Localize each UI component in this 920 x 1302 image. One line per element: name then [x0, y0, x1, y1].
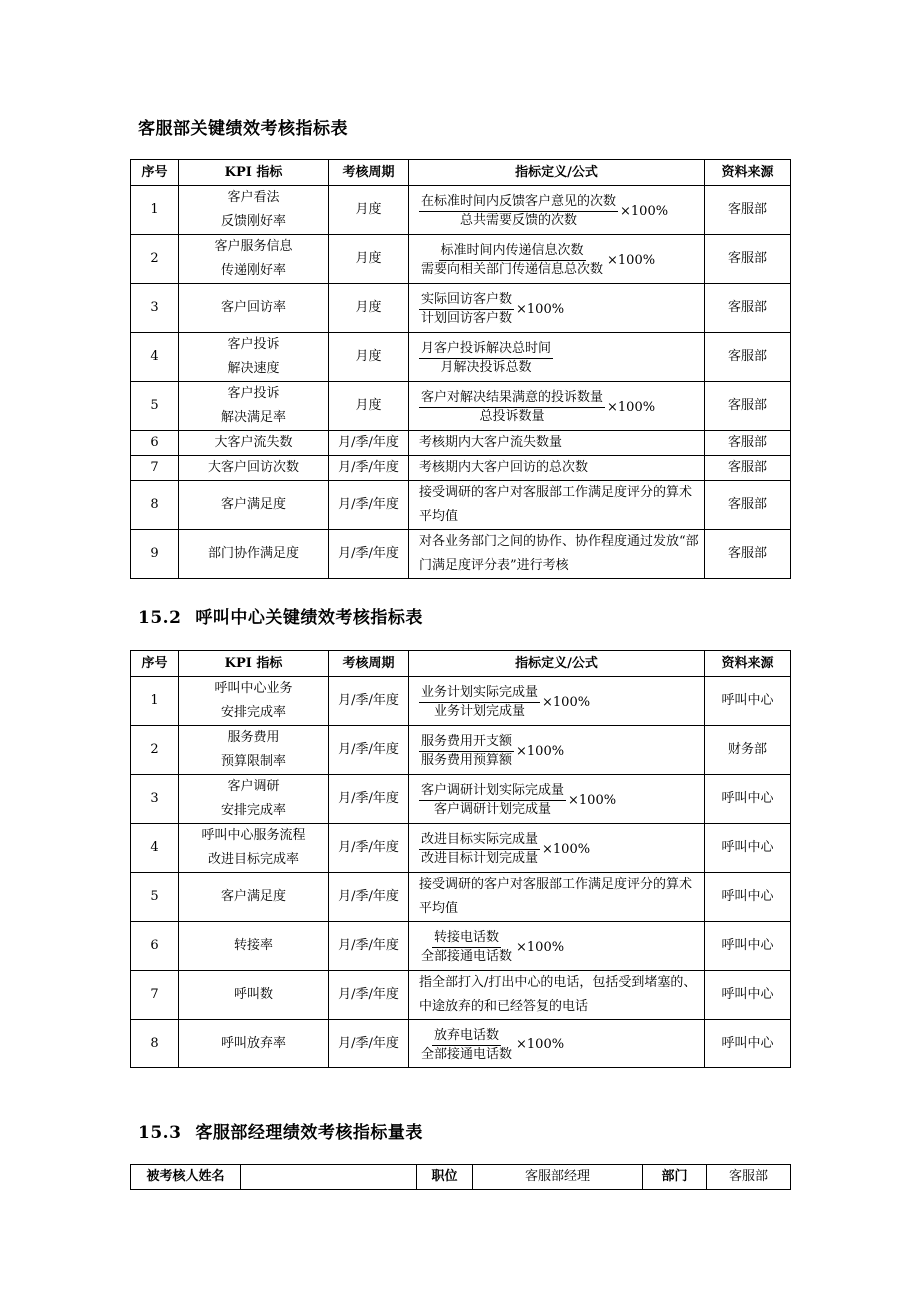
row-number: 5	[131, 382, 179, 431]
kpi-name-line: 客户服务信息	[214, 239, 293, 254]
assessment-period: 月度	[329, 382, 409, 431]
row-number: 8	[131, 1020, 179, 1068]
data-source: 客服部	[705, 481, 791, 530]
formula	[419, 1027, 564, 1064]
indicator-definition	[409, 922, 705, 971]
kpi-name-line: 客户调研	[227, 779, 280, 794]
formula-multiplier: ×100%	[516, 939, 565, 955]
column-header: 考核周期	[329, 651, 409, 677]
kpi-name-line: 客户满足度	[220, 889, 286, 904]
indicator-definition	[409, 775, 705, 824]
assessment-period: 月度	[329, 235, 409, 284]
assessee-name-label: 被考核人姓名	[131, 1165, 241, 1190]
row-number: 2	[131, 726, 179, 775]
kpi-name-line: 服务费用	[227, 730, 280, 745]
formula-numerator: 实际回访客户数	[419, 291, 514, 310]
assessment-period: 月/季/年度	[329, 775, 409, 824]
indicator-definition	[409, 726, 705, 775]
indicator-definition	[409, 481, 705, 530]
section2-title: 15.2 呼叫中心关键绩效考核指标表	[138, 608, 423, 628]
assessment-period: 月/季/年度	[329, 431, 409, 456]
indicator-definition	[409, 186, 705, 235]
kpi-name-line: 反馈刚好率	[220, 214, 286, 229]
table-row	[131, 677, 791, 726]
definition-text: 接受调研的客户对客服部工作满足度评分的算术平均值	[419, 485, 693, 524]
formula-denominator: 客户调研计划完成量	[434, 802, 552, 817]
kpi-name	[179, 333, 329, 382]
table-header-row	[131, 160, 791, 186]
kpi-name	[179, 431, 329, 456]
table-row	[131, 333, 791, 382]
kpi-name-line: 客户回访率	[220, 300, 286, 315]
formula-fraction	[419, 782, 566, 819]
row-number: 1	[131, 677, 179, 726]
row-number: 4	[131, 333, 179, 382]
definition-text: 接受调研的客户对客服部工作满足度评分的算术平均值	[419, 877, 693, 916]
table-row	[131, 284, 791, 333]
section1-title: 客服部关键绩效考核指标表	[138, 119, 348, 139]
manager-assessment-table	[130, 1164, 791, 1190]
formula	[419, 340, 553, 377]
kpi-name	[179, 971, 329, 1020]
indicator-definition	[409, 431, 705, 456]
formula-denominator: 计划回访客户数	[421, 311, 513, 326]
formula-denominator: 业务计划完成量	[434, 704, 526, 719]
data-source: 客服部	[705, 456, 791, 481]
indicator-definition	[409, 284, 705, 333]
row-number: 3	[131, 284, 179, 333]
formula-fraction	[419, 1027, 514, 1064]
row-number: 1	[131, 186, 179, 235]
table-row	[131, 824, 791, 873]
column-header: 考核周期	[329, 160, 409, 186]
kpi-name	[179, 456, 329, 481]
formula-numerator: 放弃电话数	[432, 1027, 501, 1046]
kpi-name	[179, 284, 329, 333]
indicator-definition	[409, 1020, 705, 1068]
formula-denominator: 全部接通电话数	[421, 949, 513, 964]
definition-text: 对各业务部门之间的协作、协作程度通过发放“部门满足度评分表”进行考核	[419, 534, 699, 573]
data-source: 客服部	[705, 186, 791, 235]
formula-multiplier: ×100%	[620, 203, 669, 219]
indicator-definition	[409, 824, 705, 873]
formula-multiplier: ×100%	[516, 301, 565, 317]
formula-denominator: 总投诉数量	[479, 409, 545, 424]
table-row	[131, 530, 791, 579]
table-row	[131, 431, 791, 456]
department-value: 客服部	[707, 1165, 791, 1190]
formula	[419, 733, 564, 770]
formula	[419, 389, 655, 426]
kpi-name-line: 大客户流失数	[214, 435, 293, 450]
kpi-name	[179, 530, 329, 579]
assessment-period: 月/季/年度	[329, 530, 409, 579]
assessment-period: 月度	[329, 186, 409, 235]
kpi-name-line: 呼叫放弃率	[220, 1035, 286, 1051]
data-source: 客服部	[705, 333, 791, 382]
formula-denominator: 总共需要反馈的次数	[460, 213, 578, 228]
assessment-period: 月/季/年度	[329, 971, 409, 1020]
formula	[419, 193, 668, 230]
table-row	[131, 235, 791, 284]
assessee-info-row	[131, 1165, 791, 1190]
formula-fraction	[419, 193, 618, 230]
assessment-period: 月/季/年度	[329, 922, 409, 971]
kpi-name	[179, 922, 329, 971]
formula-numerator: 客户对解决结果满意的投诉数量	[419, 389, 605, 408]
formula-numerator: 服务费用开支额	[419, 733, 514, 752]
kpi-name-line: 大客户回访次数	[207, 460, 299, 475]
kpi-name	[179, 677, 329, 726]
assessment-period: 月/季/年度	[329, 677, 409, 726]
formula-multiplier: ×100%	[607, 252, 656, 268]
formula-numerator: 业务计划实际完成量	[419, 684, 540, 703]
indicator-definition	[409, 873, 705, 922]
kpi-name-line: 预算限制率	[220, 754, 286, 769]
table-row	[131, 922, 791, 971]
formula-multiplier: ×100%	[516, 1037, 565, 1052]
position-value: 客服部经理	[473, 1165, 643, 1190]
column-header: 资料来源	[705, 651, 791, 677]
formula-fraction	[419, 929, 514, 966]
indicator-definition	[409, 677, 705, 726]
table-row	[131, 186, 791, 235]
column-header: 序号	[131, 160, 179, 186]
row-number: 7	[131, 971, 179, 1020]
kpi-name-line: 转接率	[233, 938, 273, 953]
formula-multiplier: ×100%	[568, 792, 617, 808]
row-number: 4	[131, 824, 179, 873]
formula-fraction	[419, 733, 514, 770]
assessment-period: 月/季/年度	[329, 456, 409, 481]
formula-fraction	[419, 340, 553, 377]
formula	[419, 782, 616, 819]
kpi-name-line: 解决满足率	[220, 410, 286, 425]
formula-fraction	[419, 389, 605, 426]
data-source: 财务部	[705, 726, 791, 775]
formula	[419, 831, 590, 868]
kpi-name-line: 安排完成率	[220, 803, 286, 818]
formula-numerator: 改进目标实际完成量	[419, 831, 540, 850]
formula-numerator: 客户调研计划实际完成量	[419, 782, 566, 801]
data-source: 呼叫中心	[705, 1020, 791, 1068]
kpi-name	[179, 382, 329, 431]
assessment-period: 月/季/年度	[329, 726, 409, 775]
data-source: 客服部	[705, 235, 791, 284]
kpi-name-line: 呼叫数	[233, 987, 273, 1002]
data-source: 呼叫中心	[705, 922, 791, 971]
kpi-name	[179, 726, 329, 775]
kpi-name	[179, 873, 329, 922]
formula-multiplier: ×100%	[542, 841, 591, 857]
indicator-definition	[409, 382, 705, 431]
definition-text: 考核期内大客户回访的总次数	[419, 460, 589, 475]
formula-denominator: 改进目标计划完成量	[421, 851, 539, 866]
table-row	[131, 873, 791, 922]
column-header: 资料来源	[705, 160, 791, 186]
data-source: 客服部	[705, 284, 791, 333]
data-source: 呼叫中心	[705, 971, 791, 1020]
assessment-period: 月/季/年度	[329, 824, 409, 873]
kpi-name-line: 传递刚好率	[220, 263, 286, 278]
formula	[419, 929, 564, 966]
kpi-name-line: 客户看法	[227, 190, 280, 205]
kpi-name-line: 客户满足度	[220, 497, 286, 512]
column-header: 指标定义/公式	[409, 160, 705, 186]
kpi-name	[179, 1020, 329, 1068]
assessment-period: 月/季/年度	[329, 873, 409, 922]
assessment-period: 月/季/年度	[329, 481, 409, 530]
kpi-name	[179, 235, 329, 284]
table-row	[131, 382, 791, 431]
row-number: 6	[131, 431, 179, 456]
formula-numerator: 标准时间内传递信息次数	[439, 242, 586, 261]
formula-multiplier: ×100%	[516, 743, 565, 759]
formula-fraction	[419, 831, 540, 868]
formula-numerator: 在标准时间内反馈客户意见的次数	[419, 193, 618, 212]
table-row	[131, 456, 791, 481]
assessment-period: 月度	[329, 284, 409, 333]
call-center-kpi-table	[130, 650, 791, 1068]
data-source: 客服部	[705, 530, 791, 579]
data-source: 呼叫中心	[705, 824, 791, 873]
formula-fraction	[419, 291, 514, 328]
section3-title: 15.3 客服部经理绩效考核指标量表	[138, 1123, 423, 1143]
indicator-definition	[409, 530, 705, 579]
kpi-name-line: 改进目标完成率	[207, 852, 299, 867]
formula-denominator: 月解决投诉总数	[440, 360, 532, 375]
kpi-name-line: 呼叫中心业务	[214, 681, 293, 696]
formula-fraction	[419, 684, 540, 721]
department-label: 部门	[643, 1165, 707, 1190]
kpi-name	[179, 775, 329, 824]
data-source: 客服部	[705, 431, 791, 456]
kpi-name	[179, 824, 329, 873]
kpi-name	[179, 186, 329, 235]
column-header: 指标定义/公式	[409, 651, 705, 677]
formula-numerator: 月客户投诉解决总时间	[419, 340, 553, 359]
row-number: 5	[131, 873, 179, 922]
formula-multiplier: ×100%	[542, 694, 591, 710]
data-source: 客服部	[705, 382, 791, 431]
kpi-name	[179, 481, 329, 530]
row-number: 2	[131, 235, 179, 284]
table-row	[131, 726, 791, 775]
kpi-name-line: 部门协作满足度	[207, 546, 299, 561]
row-number: 3	[131, 775, 179, 824]
indicator-definition	[409, 333, 705, 382]
customer-service-kpi-table	[130, 159, 791, 579]
data-source: 呼叫中心	[705, 873, 791, 922]
definition-text: 指全部打入/打出中心的电话，包括受到堵塞的、中途放弃的和已经答复的电话	[419, 975, 697, 1014]
indicator-definition	[409, 971, 705, 1020]
kpi-name-line: 安排完成率	[220, 705, 286, 720]
kpi-name-line: 呼叫中心服务流程	[201, 828, 306, 843]
table-header-row	[131, 651, 791, 677]
formula-fraction	[419, 242, 605, 279]
formula-multiplier: ×100%	[607, 399, 656, 415]
formula	[419, 684, 590, 721]
kpi-name-line: 解决速度	[227, 361, 280, 376]
row-number: 6	[131, 922, 179, 971]
assessee-name-field[interactable]	[241, 1165, 417, 1190]
definition-text: 考核期内大客户流失数量	[419, 435, 563, 450]
assessment-period: 月/季/年度	[329, 1020, 409, 1068]
formula	[419, 291, 564, 328]
row-number: 8	[131, 481, 179, 530]
table-row	[131, 775, 791, 824]
column-header: KPI 指标	[179, 651, 329, 677]
formula-denominator: 服务费用预算额	[421, 753, 513, 768]
row-number: 7	[131, 456, 179, 481]
table-row	[131, 1020, 791, 1068]
table-row	[131, 971, 791, 1020]
formula-denominator: 需要向相关部门传递信息总次数	[421, 262, 604, 277]
formula-numerator: 转接电话数	[432, 929, 501, 948]
table-row	[131, 481, 791, 530]
column-header: 序号	[131, 651, 179, 677]
formula	[419, 242, 655, 279]
formula-denominator: 全部接通电话数	[421, 1046, 513, 1062]
position-label: 职位	[417, 1165, 473, 1190]
assessment-period: 月度	[329, 333, 409, 382]
data-source: 呼叫中心	[705, 775, 791, 824]
indicator-definition	[409, 456, 705, 481]
indicator-definition	[409, 235, 705, 284]
row-number: 9	[131, 530, 179, 579]
kpi-name-line: 客户投诉	[227, 386, 280, 401]
data-source: 呼叫中心	[705, 677, 791, 726]
column-header: KPI 指标	[179, 160, 329, 186]
kpi-name-line: 客户投诉	[227, 337, 280, 352]
